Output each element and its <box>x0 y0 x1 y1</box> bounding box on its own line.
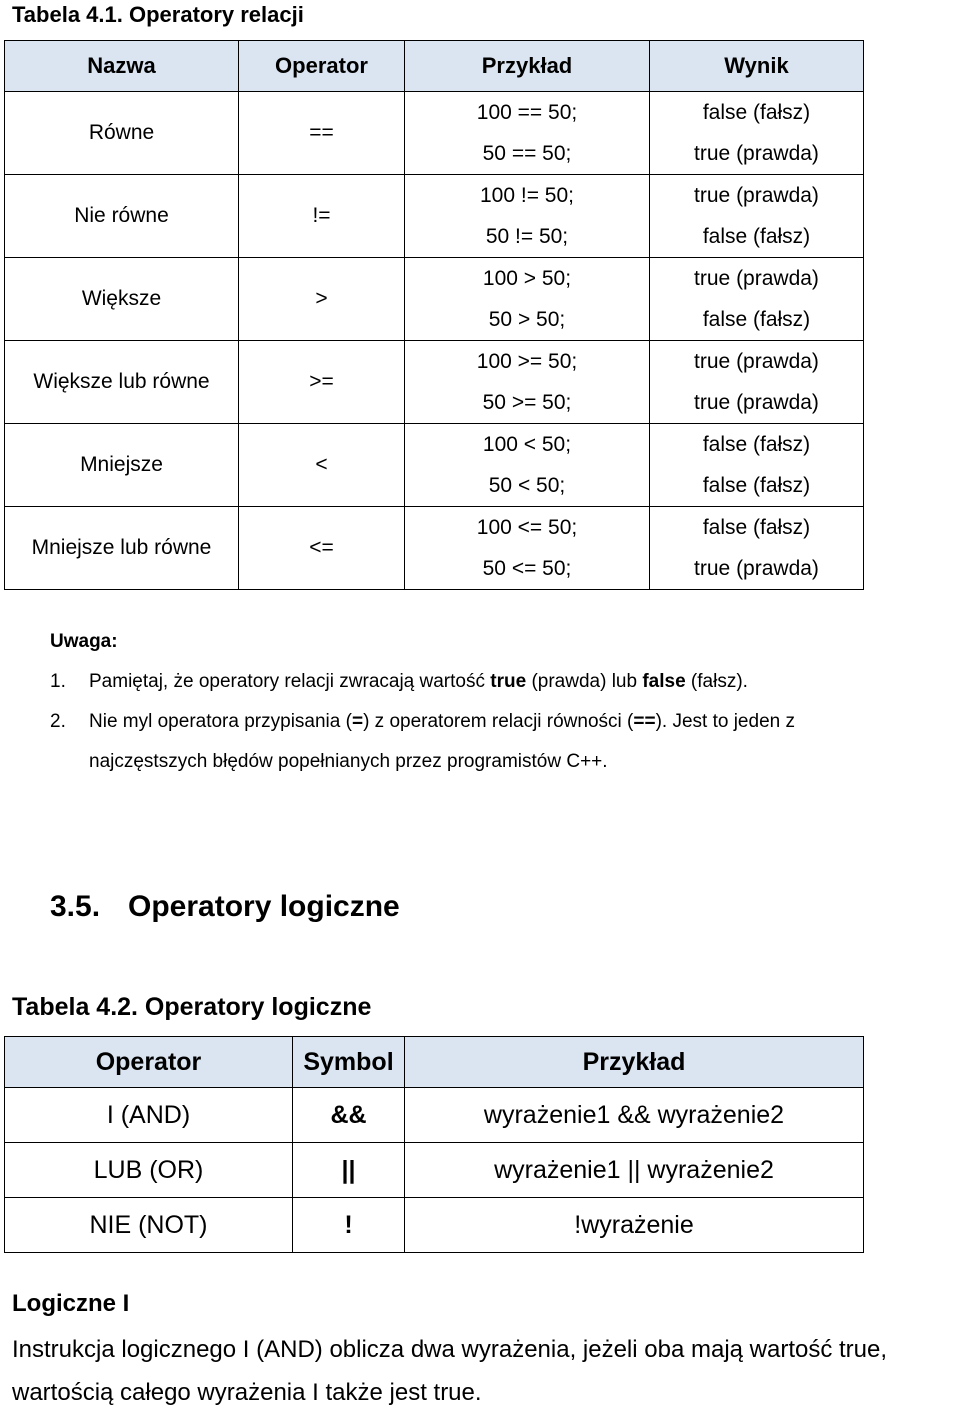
example-cell <box>405 92 650 175</box>
example-cell: !wyrażenie <box>405 1198 864 1253</box>
result-line: true (prawda) <box>694 557 819 580</box>
example-cell <box>405 341 650 424</box>
table-row <box>5 1198 864 1253</box>
example-line: 50 < 50; <box>488 474 566 497</box>
relational-operators-table <box>4 40 864 590</box>
operator-symbol: && <box>293 1088 405 1143</box>
example-line: 100 <= 50; <box>476 516 578 539</box>
operator-name: Większe <box>5 258 239 341</box>
example-line: 100 != 50; <box>480 184 574 207</box>
operator-name: LUB (OR) <box>5 1143 293 1198</box>
result-line: true (prawda) <box>694 142 819 165</box>
example-line: 100 >= 50; <box>476 350 578 373</box>
result-cell <box>650 507 864 590</box>
operator-symbol: != <box>239 175 405 258</box>
result-cell <box>650 175 864 258</box>
operator-name: Mniejsze lub równe <box>5 507 239 590</box>
logical-operators-table <box>4 1036 864 1253</box>
operator-symbol: >= <box>239 341 405 424</box>
table1-caption: Tabela 4.1. Operatory relacji <box>12 2 304 27</box>
operator-symbol: || <box>293 1143 405 1198</box>
example-line: 50 == 50; <box>482 142 572 165</box>
result-line: true (prawda) <box>694 391 819 414</box>
operator-symbol: <= <box>239 507 405 590</box>
note-bold-assign: = <box>351 711 364 732</box>
table-row <box>5 507 864 590</box>
example-line: 100 > 50; <box>482 267 572 290</box>
section-number: 3.5. <box>50 890 101 923</box>
paragraph-line-1: Instrukcja logicznego I (AND) oblicza dwa wyrażenia, jeżeli oba mają wartość true, <box>12 1336 888 1363</box>
subsection-heading: Logiczne I <box>12 1290 130 1317</box>
note-item-1 <box>50 662 748 702</box>
table-header-row <box>5 1037 864 1088</box>
operator-symbol: > <box>239 258 405 341</box>
note-text: (fałsz). <box>685 671 748 692</box>
example-cell <box>405 507 650 590</box>
operator-symbol: < <box>239 424 405 507</box>
example-line: 100 == 50; <box>476 101 578 124</box>
example-line: 50 > 50; <box>488 308 566 331</box>
table-row <box>5 424 864 507</box>
note-text: ). Jest to jeden z <box>655 711 795 732</box>
operator-name: Mniejsze <box>5 424 239 507</box>
note-number: 2. <box>50 711 66 732</box>
operator-symbol: ! <box>293 1198 405 1253</box>
table2-caption: Tabela 4.2. Operatory logiczne <box>12 993 372 1021</box>
result-line: false (fałsz) <box>702 433 811 456</box>
example-cell <box>405 424 650 507</box>
example-line: 50 >= 50; <box>482 391 572 414</box>
operator-name: Równe <box>5 92 239 175</box>
note-heading: Uwaga: <box>50 631 118 652</box>
header-operator: Operator <box>239 41 405 92</box>
result-line: false (fałsz) <box>702 474 811 497</box>
note-item-2-continued: najczęstszych błędów popełnianych przez programistów C++. <box>89 751 608 772</box>
example-cell <box>405 258 650 341</box>
paragraph-line-2: wartością całego wyrażenia I także jest true. <box>12 1379 482 1406</box>
result-line: true (prawda) <box>694 184 819 207</box>
result-line: false (fałsz) <box>702 308 811 331</box>
note-bold-true: true <box>490 671 527 692</box>
section-heading <box>50 890 400 924</box>
header-wynik: Wynik <box>650 41 864 92</box>
table-row <box>5 1143 864 1198</box>
table-row <box>5 341 864 424</box>
operator-name: Nie równe <box>5 175 239 258</box>
example-line: 50 != 50; <box>485 225 569 248</box>
section-title: Operatory logiczne <box>128 890 400 923</box>
note-text: ) z operatorem relacji równości ( <box>363 711 634 732</box>
operator-name: Większe lub równe <box>5 341 239 424</box>
example-cell: wyrażenie1 || wyrażenie2 <box>405 1143 864 1198</box>
note-number: 1. <box>50 671 66 692</box>
note-bold-false: false <box>642 671 686 692</box>
note-text: Pamiętaj, że operatory relacji zwracają wartość <box>89 671 491 692</box>
table-row <box>5 92 864 175</box>
note-bold-equal: == <box>633 711 656 732</box>
example-cell <box>405 175 650 258</box>
result-cell <box>650 424 864 507</box>
header-nazwa: Nazwa <box>5 41 239 92</box>
header-przyklad: Przykład <box>405 1037 864 1088</box>
result-line: true (prawda) <box>694 350 819 373</box>
result-line: false (fałsz) <box>702 101 811 124</box>
table-row <box>5 258 864 341</box>
example-cell: wyrażenie1 && wyrażenie2 <box>405 1088 864 1143</box>
operator-name: I (AND) <box>5 1088 293 1143</box>
operator-name: NIE (NOT) <box>5 1198 293 1253</box>
header-przyklad: Przykład <box>405 41 650 92</box>
result-cell <box>650 92 864 175</box>
note-text: (prawda) lub <box>526 671 643 692</box>
example-line: 100 < 50; <box>482 433 572 456</box>
note-item-2 <box>50 702 795 742</box>
table-row <box>5 1088 864 1143</box>
table-row <box>5 175 864 258</box>
header-symbol: Symbol <box>293 1037 405 1088</box>
result-cell <box>650 258 864 341</box>
operator-symbol: == <box>239 92 405 175</box>
table-header-row <box>5 41 864 92</box>
result-line: true (prawda) <box>694 267 819 290</box>
result-line: false (fałsz) <box>702 516 811 539</box>
note-text: Nie myl operatora przypisania ( <box>89 711 352 732</box>
result-line: false (fałsz) <box>702 225 811 248</box>
header-operator: Operator <box>5 1037 293 1088</box>
example-line: 50 <= 50; <box>482 557 572 580</box>
result-cell <box>650 341 864 424</box>
